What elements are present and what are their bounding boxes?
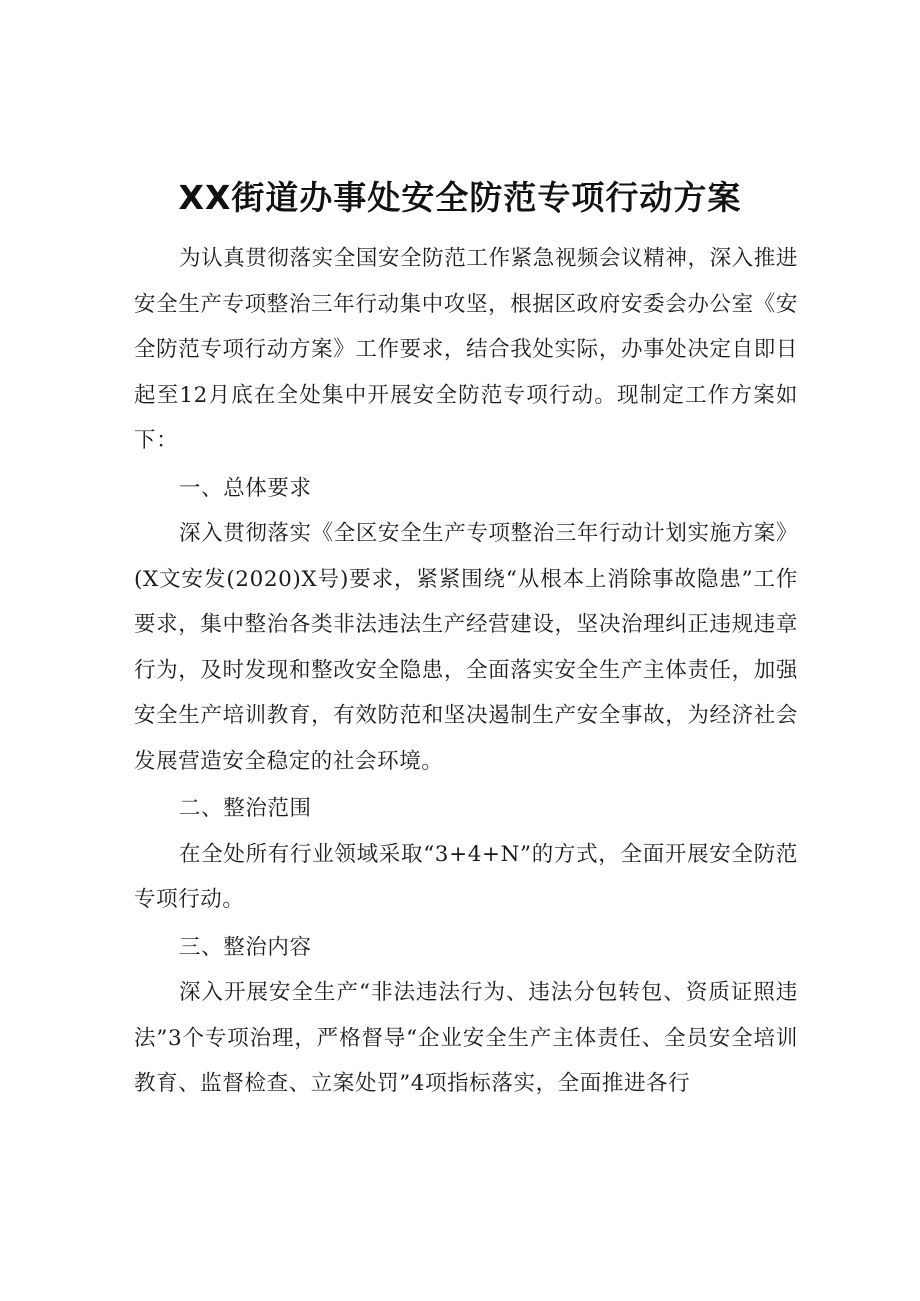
document-body	[134, 236, 798, 1107]
section-heading-content: 三、整治内容	[179, 934, 312, 960]
section-text-content: 深入开展安全生产“非法违法行为、违法分包转包、资质证照违法”3个专项治理，严格督导“企业安全生产主体责任、全员安全培训教育、监督检查、立案处罚”4项指标落实，全面推进各行	[134, 980, 798, 1096]
intro-paragraph: 为认真贯彻落实全国安全防范工作紧急视频会议精神，深入推进安全生产专项整治三年行动集中攻坚，根据区政府安委会办公室《安全防范专项行动方案》工作要求，结合我处实际，办事处决定自即日起至12月底在全处集中开展安全防范专项行动。现制定工作方案如下：	[134, 246, 798, 453]
section-text-general-requirements: 深入贯彻落实《全区安全生产专项整治三年行动计划实施方案》(X文安发(2020)X号)要求，紧紧围绕“从根本上消除事故隐患”工作要求，集中整治各类非法违法生产经营建设，坚决治理纠正违规违章行为，及时发现和整改安全隐患，全面落实安全生产主体责任，加强安全生产培训教育，有效防范和坚决遏制生产安全事故，为经济社会发展营造安全稳定的社会环境。	[134, 521, 798, 774]
section-text-scope: 在全处所有行业领域采取“3+4+N”的方式，全面开展安全防范专项行动。	[134, 841, 798, 912]
section-heading-scope: 二、整治范围	[179, 796, 312, 821]
section-heading-general-requirements: 一、总体要求	[179, 475, 312, 501]
document-title: XX街道办事处安全防范专项行动方案	[178, 178, 742, 217]
